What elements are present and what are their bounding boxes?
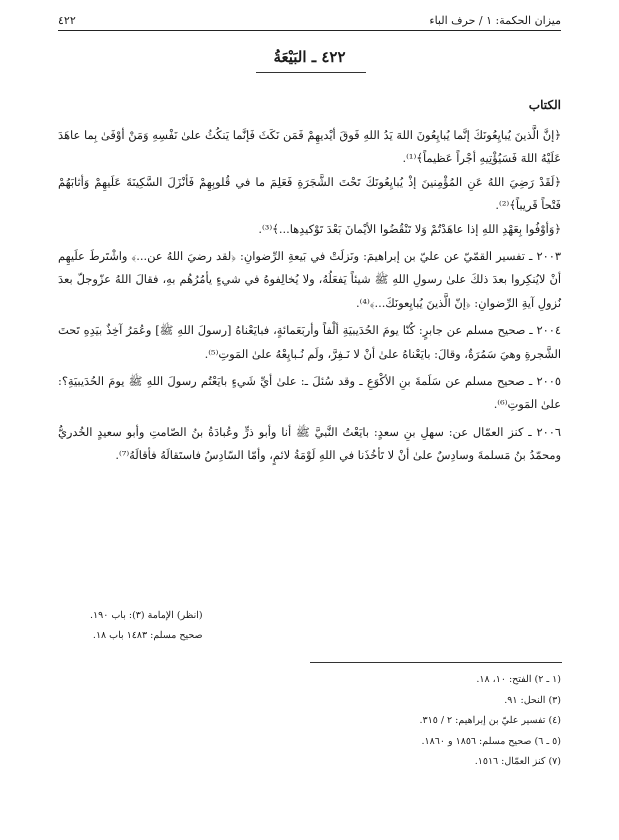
page-header: [58, 10, 561, 31]
hadith-2003: ٢٠٠٣ ـ تفسير القمّيّ عن عليّ بن إبراهيمَ: ونَزلَتْ في بَيعةِ الرِّضوانِ: ﴿لقد رضيَ اللهُ عن...﴾ واشْتَرطَ علَيهِم أنْ لايُنكِروا بعدَ ذلكَ علىٰ رسولِ اللهِ ﷺ شيئاً يَفعَلُهُ، ولا يُخالِفوهُ في شيءٍ يأمُرُهُم بهِ، فقالَ اللهُ عزّوجلّ بعدَ نُزولِ آيةِ الرِّضوانِ: ﴿إنّ الَّذينَ يُبايِعونَكَ...﴾⁽⁴⁾.: [58, 249, 561, 310]
hadith-2004: ٢٠٠٤ ـ صحيح مسلم عن جابرٍ: كُنّا يومَ الحُدَيبيَةِ ألْفاً وأربَعَمائةٍ، فبايَعْناهُ [رسولَ اللهِ ﷺ] وعُمَرُ آخِذٌ بيَدِهِ تَحتَ الشَّجرةِ وهيَ سَمُرَةٌ، وقالَ: بايَعْناهُ علىٰ أنْ لا نَـفِرَّ، ولَم نُـبايِعْهُ علىٰ المَوتِ⁽⁵⁾.: [58, 323, 561, 361]
quran-verse-1: ﴿إنَّ الَّذينَ يُبايِعُونَكَ إنَّما يُبايِعُونَ اللهَ يَدُ اللهِ فَوقَ أيْديهِمْ فَمَن نَكَثَ فَإنَّما يَنكُثُ علىٰ نَفْسِهِ وَمَنْ أوْفَىٰ بِما عاهَدَ عَلَيْهُ اللهَ فَسَيُؤْتِيهِ أجْراً عَظيماً﴾⁽¹⁾.: [58, 128, 561, 166]
quran-verse-2: ﴿لَقَدْ رَضِيَ اللهُ عَنِ المُؤْمِنينَ إذْ يُبايِعُونَكَ تَحْتَ الشَّجَرَةِ فَعَلِمَ ما في قُلوبِهِمْ فَأنْزَلَ السَّكِينَةَ عَلَيهِمْ وَأثابَهُمْ فَتْحاً قَريباً﴾⁽²⁾.: [58, 174, 561, 213]
footnotes: [58, 670, 561, 773]
body-text: [58, 124, 561, 468]
cross-reference: صحيح مسلم: ١٤٨٣ باب ١٨.: [92, 630, 203, 641]
cross-reference: (انظر) الإمامة (٣): باب ١٩٠.: [90, 610, 203, 621]
running-title: ميزان الحكمة: ١ / حرف الباء: [429, 13, 561, 27]
section-heading: الكتاب: [528, 98, 561, 112]
cross-references: [90, 606, 203, 646]
chapter-title: ٤٢٢ ـ البَيْعَةُ: [273, 48, 346, 66]
footnote: (٧) كنز العمّال: ١٥١٦.: [474, 756, 561, 767]
chapter-title-underline: [256, 72, 366, 73]
quran-verse-3: ﴿وَأوْفُوا بِعَهْدِ اللهِ إذا عاهَدْتُمْ وَلا تَنْقُضُوا الأيْمانَ بَعْدَ تَوْكيدِها...﴾⁽³⁾.: [258, 221, 561, 236]
footnote: (١ ـ ٢) الفتح: ١٠، ١٨.: [476, 674, 561, 685]
footnote: (٣) النحل: ٩١.: [504, 694, 561, 706]
footnote: (٥ ـ ٦) صحيح مسلم: ١٨٥٦ و ١٨٦٠.: [421, 735, 561, 747]
footnote: (٤) تفسير عليّ بن إبراهيم: ٢ / ٣١٥.: [419, 715, 561, 726]
hadith-2005: ٢٠٠٥ ـ صحيح مسلم عن سَلَمةَ بنِ الأكْوَعِ ـ وقد سُئلَ ـ: علىٰ أيِّ شَيءٍ بايَعْتُم رسولَ اللهِ ﷺ يومَ الحُدَيبيَةِ؟: علىٰ المَوتِ⁽⁶⁾.: [58, 374, 561, 412]
hadith-2006: ٢٠٠٦ ـ كنز العمّال عن: سهلِ بنِ سعدٍ: بايَعْتُ النَّبيَّ ﷺ أنا وأبو ذرٍّ وعُبادَةُ بنُ الصّامتِ وأبو سعيدٍ الخُدريُّ ومحمّدُ بنُ مَسلمةَ وسادِسٌ علىٰ أنْ لا تَأخُذَنا في اللهِ لَوْمَةُ لائمٍ، وأمّا السّادِسُ فاستَقالَهُ فأقالَهُ⁽⁷⁾.: [58, 424, 561, 463]
footnote-divider: [310, 662, 562, 663]
page-number: ٤٢٢: [58, 13, 76, 27]
